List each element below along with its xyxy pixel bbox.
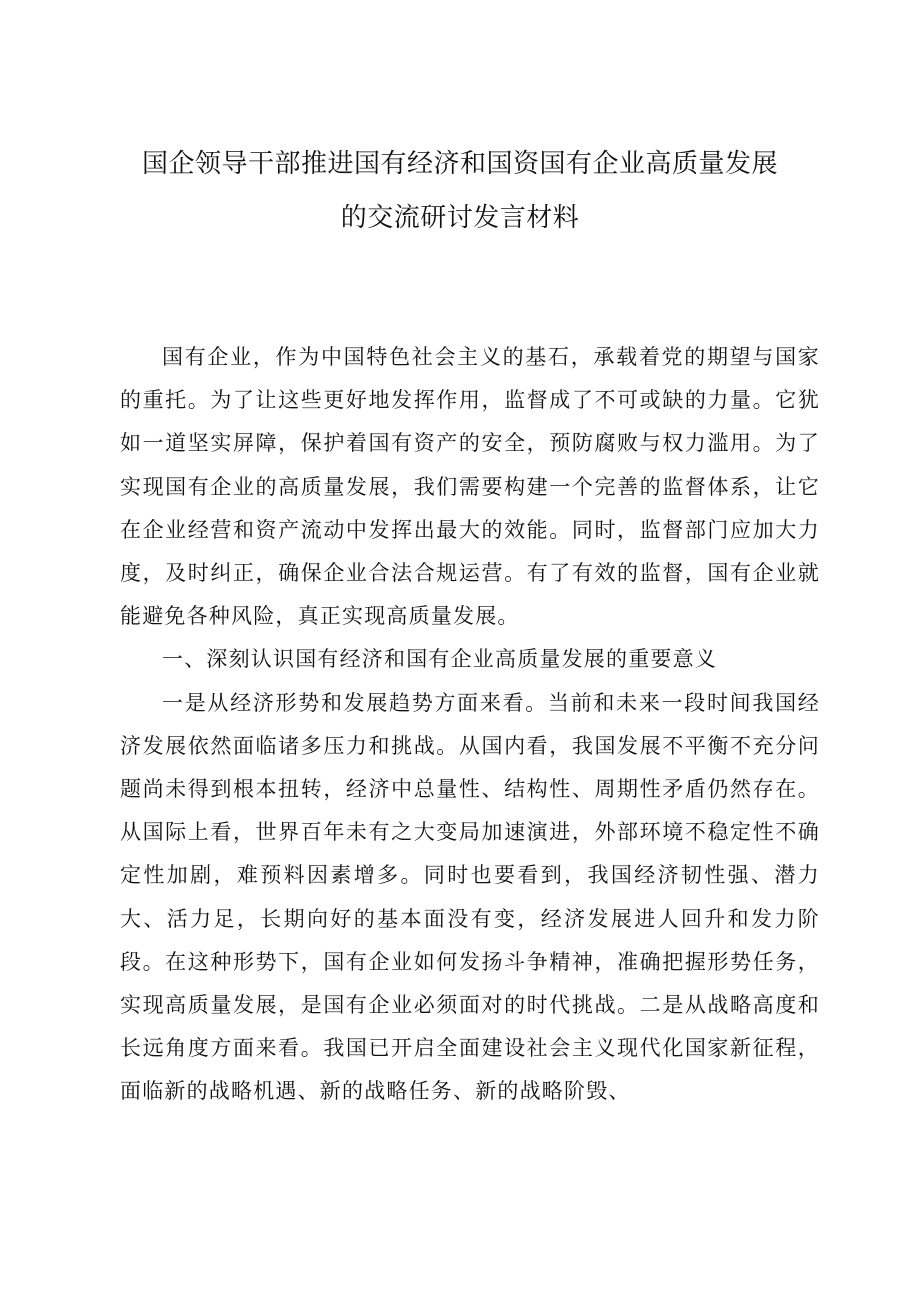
body-paragraph: 一是从经济形势和发展趋势方面来看。当前和未来一段时间我国经济发展依然面临诸多压力和挑战。从国内看，我国发展不平衡不充分问题尚未得到根本扭转，经济中总量性、结构性、周期性矛盾仍然存在。从国际上看，世界百年未有之大变局加速演进，外部环境不稳定性不确定性加剧，难预料因素增多。同时也要看到，我国经济韧性强、潜力大、活力足，长期向好的基本面没有变，经济发展进人回升和发力阶段。在这种形势下，国有企业如何发扬斗争精神，准确把握形势任务，实现高质量发展，是国有企业必须面对的时代挑战。二是从战略高度和长远角度方面来看。我国已开启全面建设社会主义现代化国家新征程，面临新的战略机遇、新的战略任务、新的战略阶毁、 <box>120 690 820 1104</box>
intro-paragraph: 国有企业，作为中国特色社会主义的基石，承载着党的期望与国家的重托。为了让这些更好地发挥作用，监督成了不可或缺的力量。它犹如一道坚实屏障，保护着国有资产的安全，预防腐败与权力滥用。为了实现国有企业的高质量发展，我们需要构建一个完善的监督体系，让它在企业经营和资产流动中发挥出最大的效能。同时，监督部门应加大力度，及时纠正，确保企业合法合规运营。有了有效的监督，国有企业就能避免各种风险，真正实现高质量发展。 <box>120 345 820 629</box>
document-title-line-2: 的交流研讨发言材料 <box>340 203 580 233</box>
document-title-line-1: 国企领导干部推进国有经济和国资国有企业高质量发展 <box>141 149 778 179</box>
section-heading: 一、深刻认识国有经济和国有企业高质量发展的重要意义 <box>162 647 717 672</box>
document-body <box>120 336 820 1114</box>
